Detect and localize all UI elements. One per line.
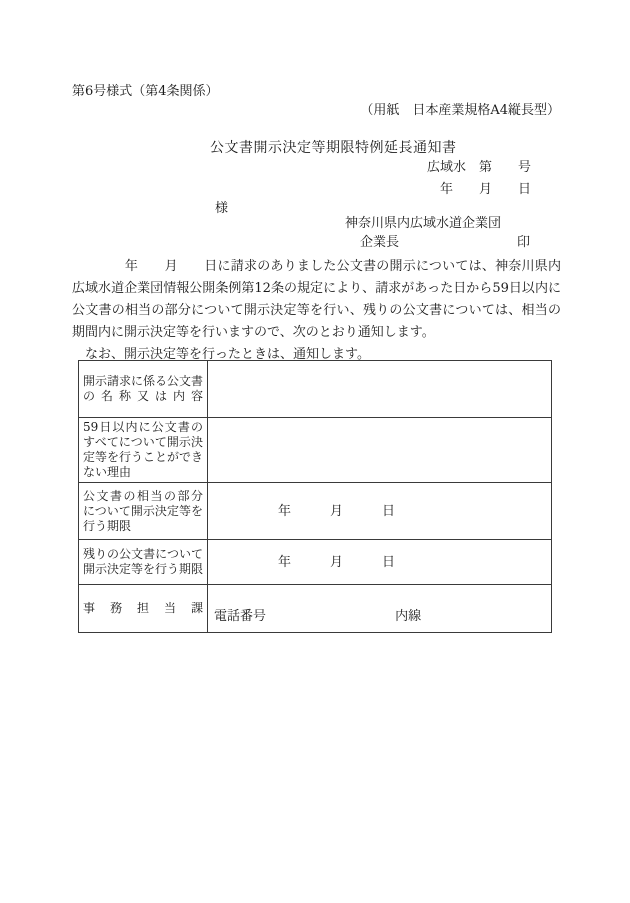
table-row [79,483,552,540]
row-value-reason [208,418,552,483]
body-text [72,256,561,366]
row-label-department: 事務担当課 [79,585,208,633]
table-row [79,361,552,418]
form-number: 第6号様式（第4条関係） [72,84,219,99]
row-label-remaining-deadline: 残りの公文書について開示決定等を行う期限 [79,540,208,585]
main-paragraph: 年 月 日に請求のありました公文書の開示については、神奈川県内広域水道企業団情報公開条例第12条の規定により、請求があった日から59日以内に公文書の相当の部分について開示決定等を行い、残りの公文書については、相当の期間内に開示決定等を行いますので、次のとおり通知します。 [72,259,561,340]
extension-label: 内線 [395,609,422,624]
table-row [79,540,552,585]
seal-mark: 印 [516,235,530,250]
issue-date-line: 年 月 日 [439,182,531,197]
row-label-reason: 59日以内に公文書のすべてについて開示決定等を行うことができない理由 [79,418,208,483]
row-value-document-name [208,361,552,418]
document-number-line: 広域水 第 号 [426,160,531,175]
row-label-document-name: 開示請求に係る公文書の名称又は内容 [79,361,208,418]
table-row [79,418,552,483]
notice-table [78,360,552,633]
note-paragraph: なお、開示決定等を行ったときは、通知します。 [72,347,370,362]
row-value-contact [208,585,552,633]
paper-size-note: （用紙 日本産業規格A4縦長型） [360,103,560,118]
table-row [79,585,552,633]
row-label-partial-deadline: 公文書の相当の部分について開示決定等を行う期限 [79,483,208,540]
row-value-remaining-deadline: 年 月 日 [208,540,552,585]
addressee-honorific: 様 [215,201,229,216]
document-title: 公文書開示決定等期限特例延長通知書 [210,140,457,156]
issuer-title-line [360,231,530,250]
phone-number-label: 電話番号 [214,609,267,624]
issuer-title: 企業長 [360,235,400,250]
issuer-organization: 神奈川県内広域水道企業団 [345,216,502,231]
row-value-partial-deadline: 年 月 日 [208,483,552,540]
